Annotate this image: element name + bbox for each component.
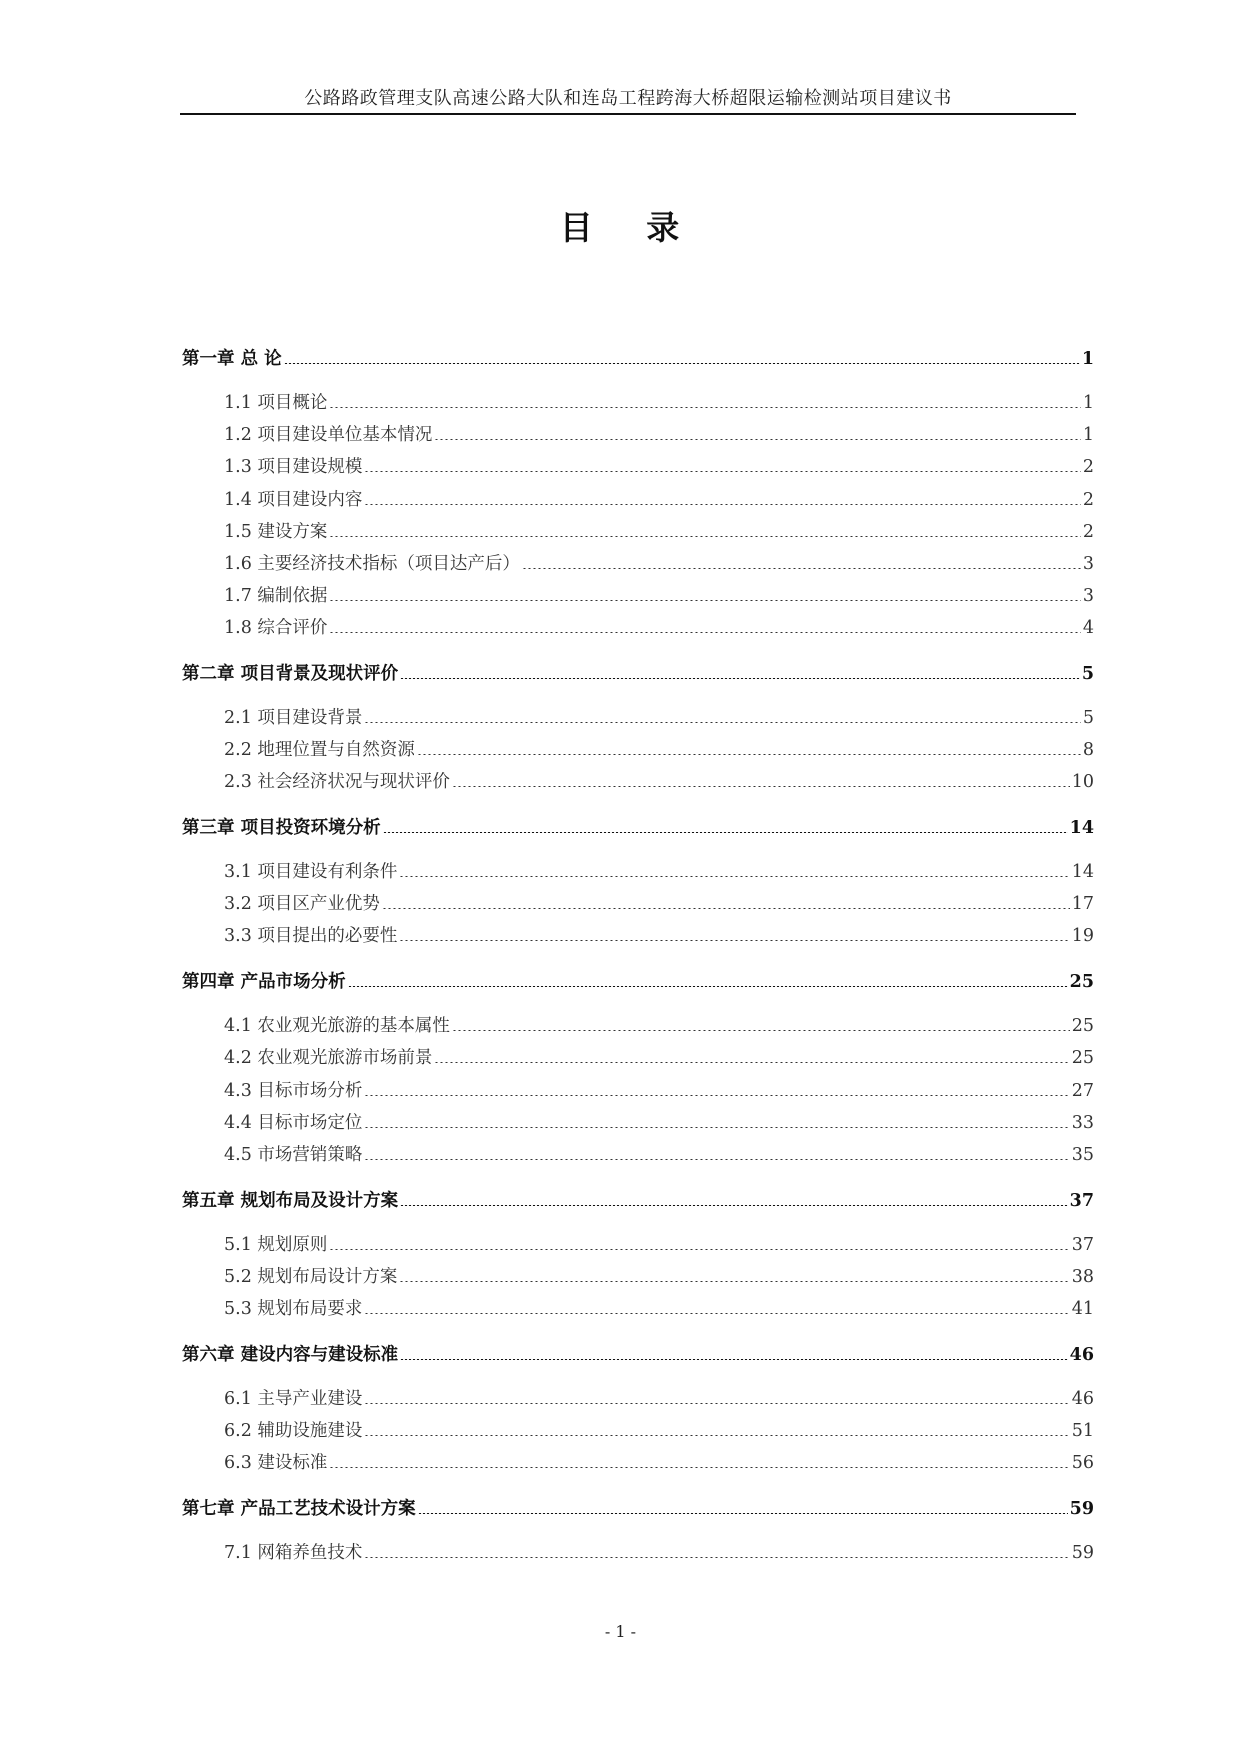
page-number: - 1 - <box>604 1622 637 1641</box>
toc-section-4-1[interactable] <box>224 1012 1094 1037</box>
toc-section-1-5[interactable] <box>224 518 1094 543</box>
dot-leader <box>434 439 1080 440</box>
toc-section-1-4[interactable] <box>224 486 1094 511</box>
dot-leader <box>329 407 1080 408</box>
toc-entry-label: 6.2 辅助设施建设 <box>224 1421 363 1441</box>
toc-section-4-3[interactable] <box>224 1077 1094 1102</box>
dot-leader <box>399 940 1069 941</box>
toc-entry-label: 第六章 建设内容与建设标准 <box>182 1345 399 1365</box>
dot-leader <box>329 1249 1069 1250</box>
dot-leader <box>522 568 1081 569</box>
toc-entry-label: 第二章 项目背景及现状评价 <box>182 664 399 684</box>
dot-leader <box>329 632 1080 633</box>
toc-entry-label: 6.1 主导产业建设 <box>224 1389 363 1409</box>
toc-page-number: 25 <box>1071 1048 1094 1068</box>
toc-section-5-3[interactable] <box>224 1295 1094 1320</box>
toc-entry-label: 6.3 建设标准 <box>224 1453 328 1473</box>
toc-page-number: 41 <box>1071 1299 1094 1319</box>
toc-entry-label: 5.3 规划布局要求 <box>224 1299 363 1319</box>
toc-entry-label: 2.3 社会经济状况与现状评价 <box>224 772 450 792</box>
toc-section-4-5[interactable] <box>224 1141 1094 1166</box>
toc-chapter-6[interactable] <box>182 1341 1094 1366</box>
dot-leader <box>329 536 1080 537</box>
toc-entry-label: 5.2 规划布局设计方案 <box>224 1267 398 1287</box>
dot-leader <box>364 1159 1069 1160</box>
toc-section-1-3[interactable] <box>224 453 1094 478</box>
toc-page-number: 1 <box>1082 393 1094 413</box>
toc-page-number: 4 <box>1082 618 1094 638</box>
toc-page-number: 25 <box>1069 972 1094 992</box>
toc-entry-label: 3.3 项目提出的必要性 <box>224 926 398 946</box>
toc-entry-label: 1.5 建设方案 <box>224 522 328 542</box>
dot-leader <box>399 1281 1069 1282</box>
toc-page-number: 46 <box>1071 1389 1094 1409</box>
toc-entry-label: 2.1 项目建设背景 <box>224 708 363 728</box>
dot-leader <box>400 1205 1068 1206</box>
toc-entry-label: 3.1 项目建设有利条件 <box>224 862 398 882</box>
dot-leader <box>364 1313 1069 1314</box>
toc-entry-label: 4.2 农业观光旅游市场前景 <box>224 1048 433 1068</box>
toc-entry-label: 4.1 农业观光旅游的基本属性 <box>224 1016 450 1036</box>
toc-entry-label: 1.8 综合评价 <box>224 618 328 638</box>
toc-page-number: 3 <box>1082 586 1094 606</box>
dot-leader <box>364 1557 1069 1558</box>
dot-leader <box>364 1095 1069 1096</box>
toc-page-number: 2 <box>1082 522 1094 542</box>
toc-section-3-1[interactable] <box>224 858 1094 883</box>
dot-leader <box>400 1359 1068 1360</box>
dot-leader <box>348 986 1068 987</box>
toc-page-number: 59 <box>1069 1499 1094 1519</box>
toc-entry-label: 3.2 项目区产业优势 <box>224 894 380 914</box>
toc-chapter-5[interactable] <box>182 1187 1094 1212</box>
toc-section-6-1[interactable] <box>224 1385 1094 1410</box>
toc-page-number: 14 <box>1069 818 1094 838</box>
toc-page-number: 37 <box>1069 1191 1094 1211</box>
toc-entry-label: 1.4 项目建设内容 <box>224 490 363 510</box>
toc-section-5-1[interactable] <box>224 1231 1094 1256</box>
toc-entry-label: 第一章 总 论 <box>182 349 282 369</box>
dot-leader <box>417 754 1081 755</box>
toc-entry-label: 1.1 项目概论 <box>224 393 328 413</box>
dot-leader <box>400 678 1080 679</box>
toc-page-number: 38 <box>1071 1267 1094 1287</box>
toc-section-7-1[interactable] <box>224 1539 1094 1564</box>
toc-page-number: 5 <box>1081 664 1094 684</box>
toc-page-number: 1 <box>1082 425 1094 445</box>
toc-entry-label: 第七章 产品工艺技术设计方案 <box>182 1499 416 1519</box>
toc-chapter-2[interactable] <box>182 660 1094 685</box>
dot-leader <box>364 1127 1069 1128</box>
dot-leader <box>284 363 1080 364</box>
toc-section-1-7[interactable] <box>224 582 1094 607</box>
toc-section-6-2[interactable] <box>224 1417 1094 1442</box>
toc-section-4-2[interactable] <box>224 1044 1094 1069</box>
toc-page-number: 2 <box>1082 490 1094 510</box>
dot-leader <box>364 504 1080 505</box>
dot-leader <box>452 786 1070 787</box>
toc-page-number: 51 <box>1071 1421 1094 1441</box>
toc-page-number: 46 <box>1069 1345 1094 1365</box>
toc-chapter-3[interactable] <box>182 814 1094 839</box>
toc-section-1-1[interactable] <box>224 389 1094 414</box>
toc-entry-label: 1.2 项目建设单位基本情况 <box>224 425 433 445</box>
running-header: 公路路政管理支队高速公路大队和连岛工程跨海大桥超限运输检测站项目建议书 <box>304 88 952 109</box>
toc-page-number: 25 <box>1071 1016 1094 1036</box>
toc-entry-label: 4.4 目标市场定位 <box>224 1113 363 1133</box>
toc-page-number: 33 <box>1071 1113 1094 1133</box>
toc-section-2-3[interactable] <box>224 768 1094 793</box>
toc-section-4-4[interactable] <box>224 1109 1094 1134</box>
dot-leader <box>329 600 1080 601</box>
toc-page-number: 14 <box>1071 862 1094 882</box>
toc-entry-label: 第四章 产品市场分析 <box>182 972 346 992</box>
toc-chapter-1[interactable] <box>182 345 1094 370</box>
toc-entry-label: 4.5 市场营销策略 <box>224 1145 363 1165</box>
toc-page-number: 56 <box>1071 1453 1094 1473</box>
toc-entry-label: 2.2 地理位置与自然资源 <box>224 740 415 760</box>
dot-leader <box>399 876 1069 877</box>
toc-section-5-2[interactable] <box>224 1263 1094 1288</box>
toc-section-3-3[interactable] <box>224 922 1094 947</box>
toc-page-number: 10 <box>1071 772 1094 792</box>
dot-leader <box>364 1435 1069 1436</box>
dot-leader <box>452 1030 1070 1031</box>
toc-entry-label: 第三章 项目投资环境分析 <box>182 818 381 838</box>
dot-leader <box>383 832 1068 833</box>
toc-entry-label: 4.3 目标市场分析 <box>224 1081 363 1101</box>
toc-page-number: 17 <box>1071 894 1094 914</box>
toc-entry-label: 1.3 项目建设规模 <box>224 457 363 477</box>
toc-section-2-1[interactable] <box>224 704 1094 729</box>
toc-page-number: 59 <box>1071 1543 1094 1563</box>
toc-page-number: 2 <box>1082 457 1094 477</box>
toc-section-1-2[interactable] <box>224 421 1094 446</box>
toc-title: 目 录 <box>559 208 682 247</box>
toc-section-1-6[interactable] <box>224 550 1094 575</box>
toc-chapter-4[interactable] <box>182 968 1094 993</box>
toc-page-number: 3 <box>1082 554 1094 574</box>
toc-entry-label: 第五章 规划布局及设计方案 <box>182 1191 399 1211</box>
toc-page-number: 35 <box>1071 1145 1094 1165</box>
dot-leader <box>364 471 1080 472</box>
dot-leader <box>364 722 1080 723</box>
toc-page-number: 19 <box>1071 926 1094 946</box>
toc-page-number: 1 <box>1081 349 1094 369</box>
toc-entry-label: 5.1 规划原则 <box>224 1235 328 1255</box>
dot-leader <box>382 908 1070 909</box>
toc-section-3-2[interactable] <box>224 890 1094 915</box>
toc-page-number: 5 <box>1082 708 1094 728</box>
dot-leader <box>418 1513 1068 1514</box>
toc-page-number: 27 <box>1071 1081 1094 1101</box>
toc-entry-label: 7.1 网箱养鱼技术 <box>224 1543 363 1563</box>
toc-chapter-7[interactable] <box>182 1495 1094 1520</box>
toc-page-number: 37 <box>1071 1235 1094 1255</box>
toc-entry-label: 1.7 编制依据 <box>224 586 328 606</box>
toc-section-2-2[interactable] <box>224 736 1094 761</box>
toc-page-number: 8 <box>1082 740 1094 760</box>
toc-entry-label: 1.6 主要经济技术指标（项目达产后） <box>224 554 520 574</box>
dot-leader <box>364 1403 1069 1404</box>
toc-section-1-8[interactable] <box>224 614 1094 639</box>
dot-leader <box>329 1467 1069 1468</box>
toc-section-6-3[interactable] <box>224 1449 1094 1474</box>
dot-leader <box>434 1062 1069 1063</box>
